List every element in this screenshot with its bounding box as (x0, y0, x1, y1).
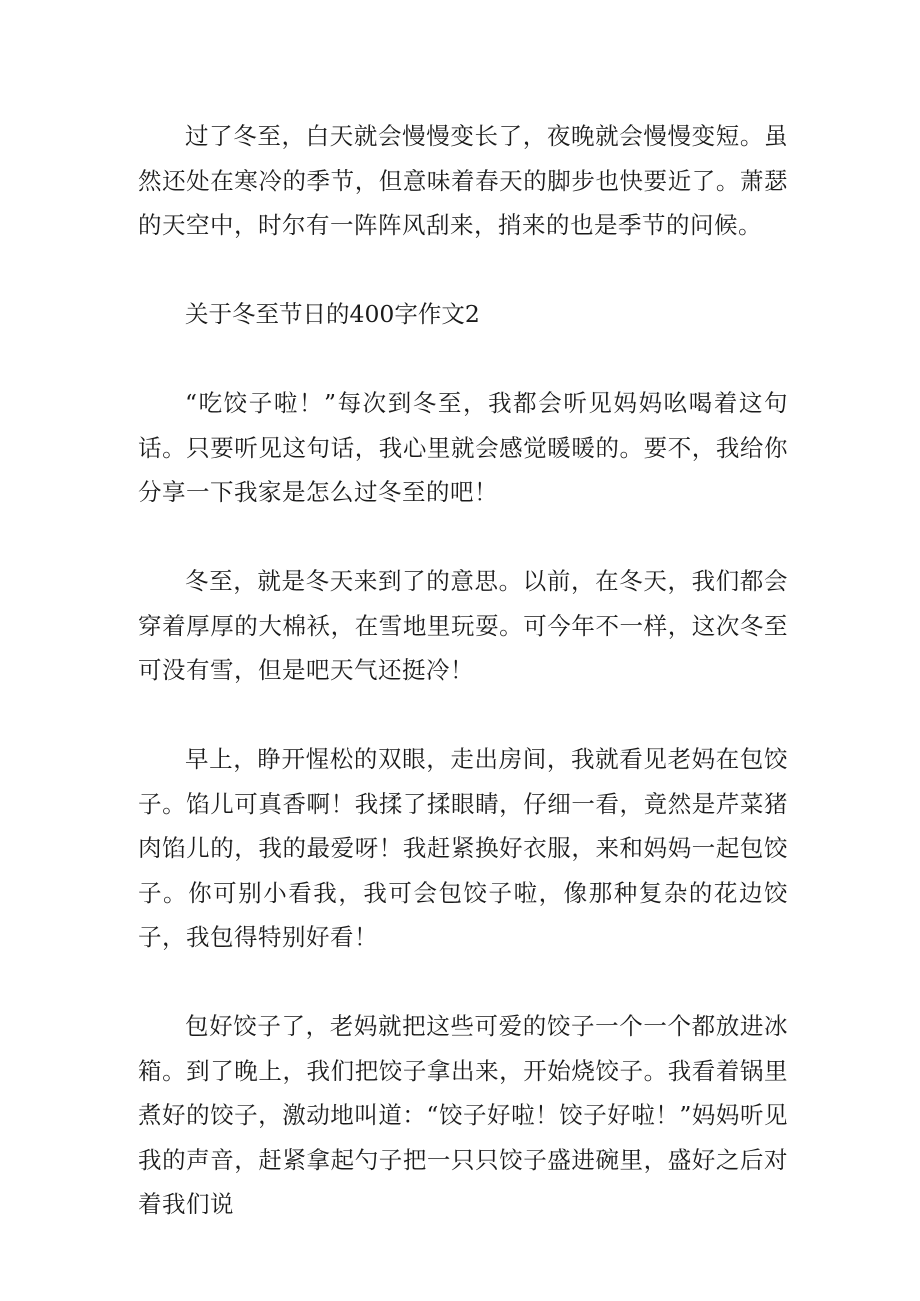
paragraph-morning: 早上，睁开惺松的双眼，走出房间，我就看见老妈在包饺子。馅儿可真香啊！我揉了揉眼睛，仔细一看，竟然是芹菜猪肉馅儿的，我的最爱呀！我赶紧换好衣服，来和妈妈一起包饺子。你可别小看我，我可会包饺子啦，像那种复杂的花边饺子，我包得特别好看！ (138, 745, 788, 951)
section-heading: 关于冬至节日的400字作文2 (185, 300, 480, 328)
document-body (138, 114, 788, 1271)
paragraph-dumplings-call: “吃饺子啦！”每次到冬至，我都会听见妈妈吆喝着这句话。只要听见这句话，我心里就会感觉暖暖的。要不，我给你分享一下我家是怎么过冬至的吧！ (138, 389, 788, 506)
paragraph-intro: 过了冬至，白天就会慢慢变长了，夜晚就会慢慢变短。虽然还处在寒冷的季节，但意味着春天的脚步也快要近了。萧瑟的天空中，时尔有一阵阵风刮来，捎来的也是季节的问候。 (138, 122, 788, 239)
paragraph-winter-meaning: 冬至，就是冬天来到了的意思。以前，在冬天，我们都会穿着厚厚的大棉袄，在雪地里玩耍。可今年不一样，这次冬至可没有雪，但是吧天气还挺冷！ (138, 567, 788, 684)
paragraph-evening: 包好饺子了，老妈就把这些可爱的饺子一个一个都放进冰箱。到了晚上，我们把饺子拿出来，开始烧饺子。我看着锅里煮好的饺子，激动地叫道：“饺子好啦！饺子好啦！”妈妈听见我的声音，赶紧拿起勺子把一只只饺子盛进碗里，盛好之后对着我们说 (138, 1012, 788, 1218)
